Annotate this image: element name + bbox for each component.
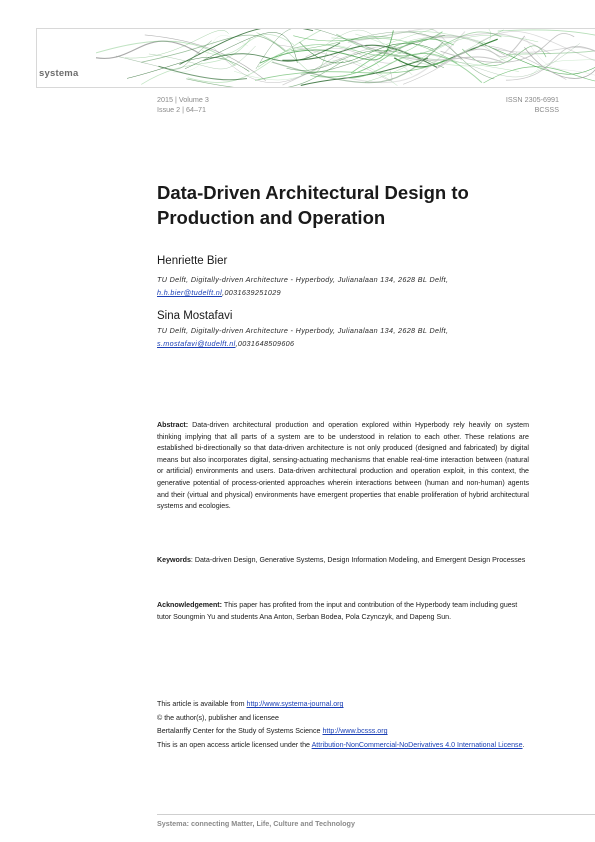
center-text: Bertalanffy Center for the Study of Systems Science [157, 727, 323, 736]
author-name: Sina Mostafavi [157, 310, 233, 322]
copyright-note: © the author(s), publisher and licensee [157, 713, 279, 722]
author-name: Henriette Bier [157, 255, 228, 267]
artwork-stroke [158, 66, 247, 80]
issn-info [506, 95, 559, 114]
author-affiliation [157, 274, 547, 299]
availability-note [157, 699, 532, 711]
author-affiliation [157, 325, 547, 350]
journal-logo-box [36, 28, 97, 88]
artwork-stroke [282, 45, 437, 67]
abstract-label: Abstract: [157, 421, 189, 429]
license-note [157, 740, 532, 752]
acknowledgement-text: This paper has profited from the input and contribution of the Hyperbody team including guest tutor Soungmin Yu and students Ana Anton, Serban Bodea, Pola Czynczyk, and Dapeng Sun. [157, 601, 518, 621]
artwork-stroke [202, 34, 294, 54]
artwork-stroke [96, 41, 235, 66]
issue-pages: Issue 2 | 64–71 [157, 104, 207, 114]
footer-divider [157, 814, 595, 815]
keywords-label: Keywords [157, 556, 191, 564]
keywords-text: : Data-driven Design, Generative Systems, Design Information Modeling, and Emergent Design Processes [190, 556, 526, 564]
acknowledgement [157, 600, 529, 623]
license-text: This is an open access article licensed under the [157, 740, 312, 749]
article-notes [157, 699, 532, 753]
footer-tagline: Systema: connecting Matter, Life, Culture and Technology [157, 819, 355, 828]
license-suffix: . [522, 740, 525, 749]
publisher: BCSSS [534, 104, 559, 114]
acknowledgement-label: Acknowledgement: [157, 601, 223, 609]
keywords [157, 555, 529, 567]
artwork-stroke [529, 54, 595, 77]
author-phone: ,0031639251029 [222, 287, 281, 297]
center-note [157, 726, 532, 738]
journal-link[interactable]: http://www.systema-journal.org [246, 700, 344, 708]
abstract-text: Data-driven architectural production and operation explored within Hyperbody rely heavily on system thinking implying that all parts of a system are to be understood in relation to each other. These relations are established bi-directionally so that data-driven architecture is not only produced (designed and fabricated) by digital means but also incorporates digital, sensing-actuating mechanisms that enable real-time interaction between (natural or artificial) environments and users. Data-driven architectural production and operation exploit, in this context, the generative potential of process-oriented approaches wherein interactions between (human and non-human) agents and their (virtual and physical) environments have emergent properties that enable proliferation of hybrid architectural systems and ecologies. [157, 421, 529, 511]
artwork-stroke [483, 67, 595, 84]
article-title: Data-Driven Architectural Design to Production and Operation [157, 182, 469, 228]
author-phone: ,0031648509606 [235, 338, 295, 348]
issn: ISSN 2305-6991 [505, 95, 559, 104]
header-artwork [96, 28, 595, 88]
artwork-stroke [301, 35, 445, 74]
artwork-stroke [96, 41, 200, 58]
license-link[interactable]: Attribution-NonCommercial-NoDerivatives 4.0 International License [311, 740, 523, 749]
author-email-link[interactable]: h.h.bier@tudelft.nl [157, 287, 223, 297]
author-email-link[interactable]: s.mostafavi@tudelft.nl [157, 338, 236, 348]
bcsss-link[interactable]: http://www.bcsss.org [322, 727, 388, 736]
affiliation-text: TU Delft, Digitally-driven Architecture - Hyperbody, Julianalaan 134, 2628 BL Delft, [157, 326, 449, 335]
availability-text: This article is available from [157, 700, 247, 708]
issue-info [157, 95, 209, 114]
abstract [157, 420, 529, 513]
year-volume: 2015 | Volume 3 [157, 95, 209, 104]
artwork-stroke [506, 46, 595, 80]
affiliation-text: TU Delft, Digitally-driven Architecture - Hyperbody, Julianalaan 134, 2628 BL Delft, [157, 275, 449, 284]
journal-logo: systema [39, 68, 79, 79]
